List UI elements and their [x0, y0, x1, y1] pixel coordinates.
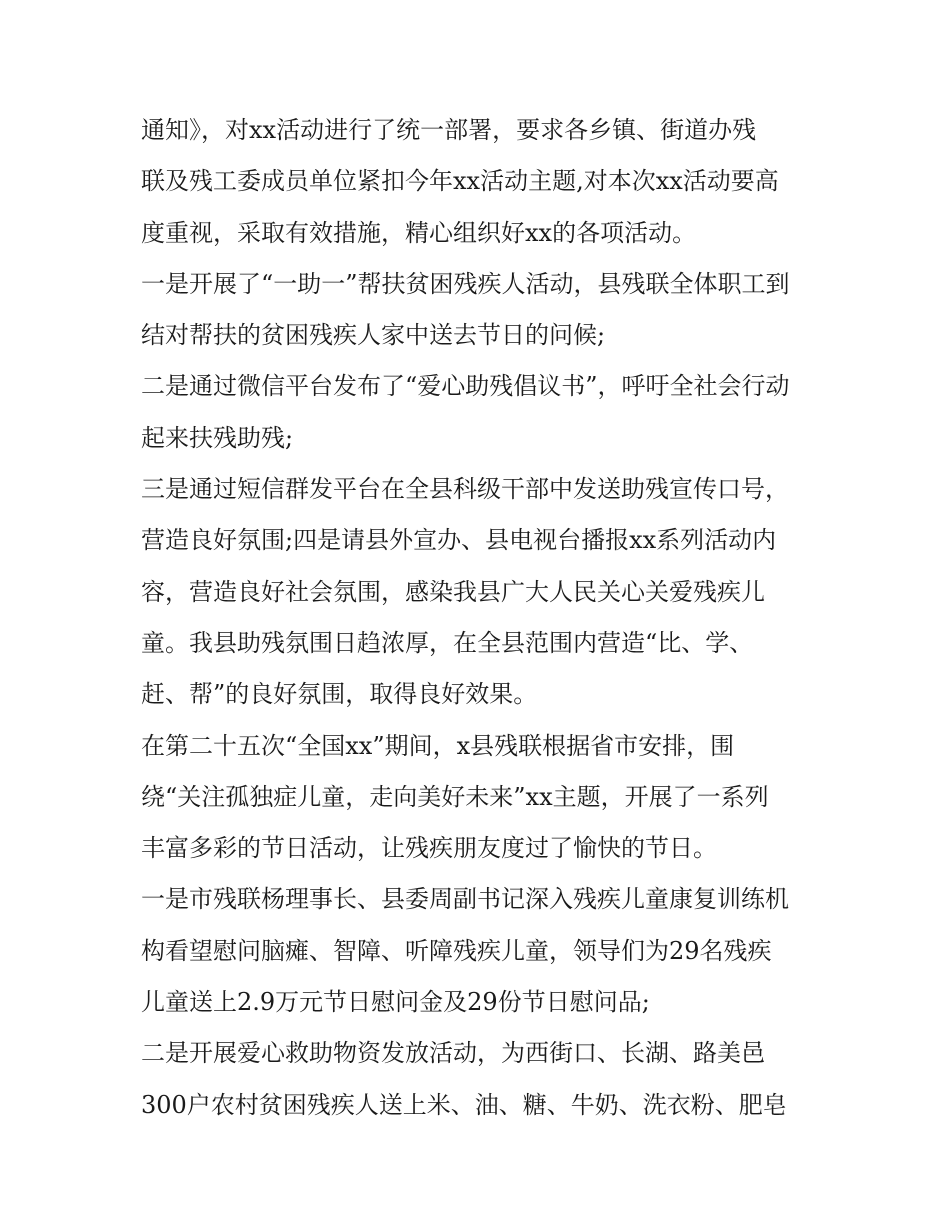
text-line: 起来扶残助残;: [141, 423, 294, 452]
text-line: 丰富多彩的节日活动，让残疾朋友度过了愉快的节日。: [141, 834, 717, 863]
text-line: 度重视，采取有效措施，精心组织好xx的各项活动。: [141, 218, 697, 247]
text-line: 构看望慰问脑瘫、智障、听障残疾儿童，领导们为29名残疾: [141, 936, 772, 965]
text-line: 儿童送上2.9万元节日慰问金及29份节日慰问品;: [141, 988, 650, 1017]
text-line: 绕“关注孤独症儿童，走向美好未来”xx主题，开展了一系列: [141, 782, 769, 811]
text-line: 营造良好氛围;四是请县外宣办、县电视台播报xx系列活动内: [141, 526, 777, 555]
text-line: 二是开展爱心救助物资发放活动，为西街口、长湖、路美邑: [141, 1039, 765, 1068]
text-line: 三是通过短信群发平台在全县科级干部中发送助残宣传口号，: [141, 475, 789, 504]
text-line: 童。我县助残氛围日趋浓厚，在全县范围内营造“比、学、: [141, 628, 754, 657]
text-line: 二是通过微信平台发布了“爱心助残倡议书”，呼吁全社会行动: [141, 372, 790, 401]
text-line: 容，营造良好社会氛围，感染我县广大人民关心关爱残疾儿: [141, 577, 765, 606]
text-line: 赶、帮”的良好氛围，取得良好效果。: [141, 680, 538, 709]
text-line: 通知》，对xx活动进行了统一部署，要求各乡镇、街道办残: [141, 116, 757, 144]
text-line: 在第二十五次“全国xx”期间，x县残联根据省市安排，围: [141, 731, 735, 760]
text-line: 结对帮扶的贫困残疾人家中送去节日的问候;: [141, 321, 606, 350]
text-line: 一是开展了“一助一”帮扶贫困残疾人活动，县残联全体职工到: [141, 269, 790, 298]
text-line: 300户农村贫困残疾人送上米、油、糖、牛奶、洗衣粉、肥皂: [141, 1090, 787, 1119]
text-line: 联及残工委成员单位紧扣今年xx活动主题,对本次xx活动要高: [141, 167, 779, 196]
document-body: [141, 109, 821, 1135]
text-line: 一是市残联杨理事长、县委周副书记深入残疾儿童康复训练机: [141, 885, 789, 914]
